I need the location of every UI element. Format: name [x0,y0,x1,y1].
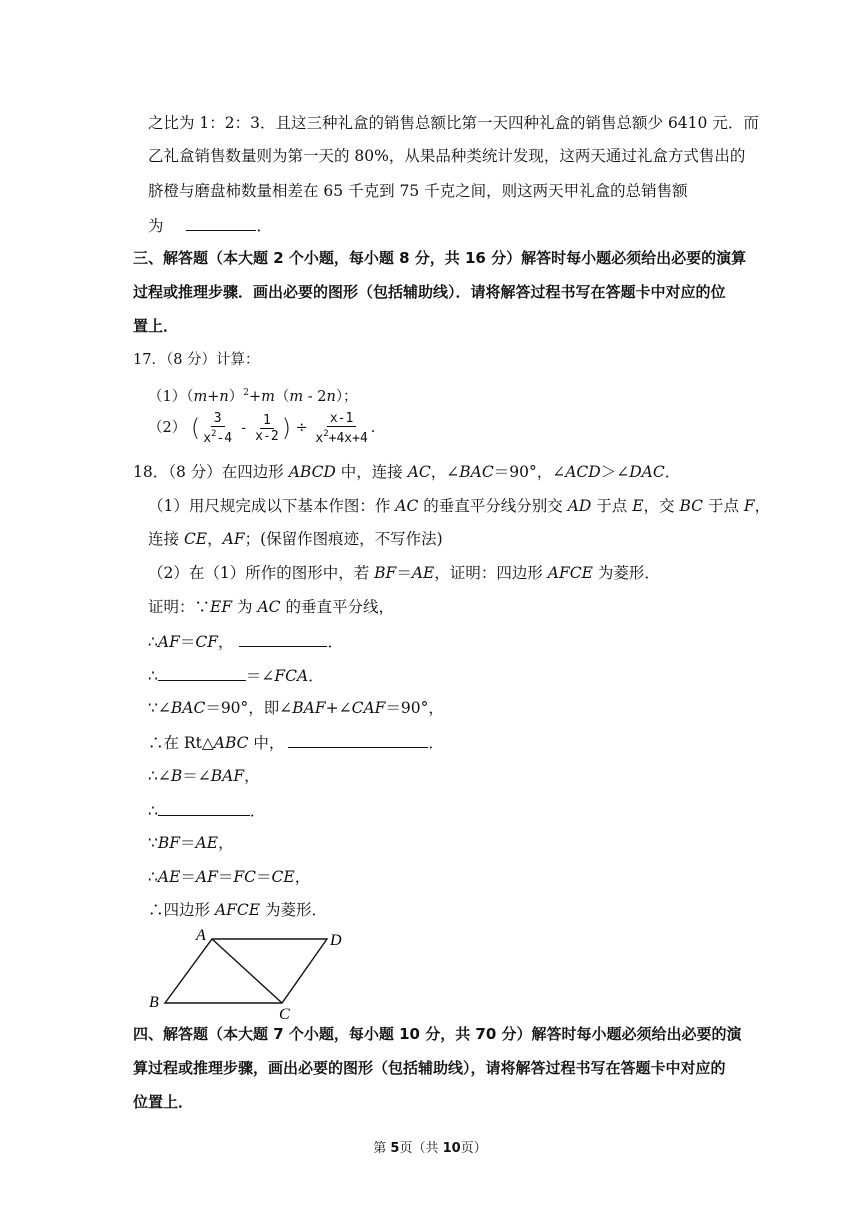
text: ． [664,463,681,481]
var: AF [195,868,218,886]
numerator: x-1 [327,411,356,427]
text: 为菱形． [592,564,660,582]
text: 连接 [148,530,184,548]
text: ， [754,497,771,515]
section-3-line-3: 置上． [133,317,179,335]
exponent: 2 [323,428,329,439]
text: （ [274,389,290,405]
text: ∴ [148,667,158,685]
text: （2） [148,420,187,436]
section-4-line-1: 四、解答题（本大题 7 个小题，每小题 10 分，共 70 分）解答时每小题必须给出必要的演 [133,1025,742,1043]
text: （1）用尺规完成以下基本作图：作 [148,497,396,515]
vertex-label-d: D [330,932,342,949]
text: + [207,389,220,405]
text: ＝90°，即∠ [205,699,293,717]
q18-step-2 [148,563,660,583]
var: ABCD [288,463,336,481]
var: CE [271,868,295,886]
var: n [326,389,336,405]
var: BF [157,834,181,852]
text: ， [294,868,311,886]
var: AFCE [214,901,261,919]
var: AD [567,497,592,515]
text: ， [207,530,223,548]
text: ∴在 Rt△ [148,734,214,752]
page-footer [0,1137,860,1156]
total-pages: 10 [442,1141,461,1156]
text: ，交 [643,497,680,515]
parallelogram-figure [140,922,360,1022]
var: AE [195,834,219,852]
section-4-line-2: 算过程或推理步骤，画出必要的图形（包括辅助线），请将解答过程书写在答题卡中对应的 [133,1059,726,1077]
text: -4 [216,430,233,446]
var: AC [257,598,281,616]
var: m [193,389,208,405]
proof-line-6 [148,766,260,786]
q16-line-4 [148,215,272,236]
var: ACD [565,463,601,481]
var: BAC [170,699,206,717]
proof-line-7 [148,800,265,821]
var: BC [679,497,704,515]
text: 的垂直平分线分别交 [418,497,568,515]
minus-sign: - [239,421,248,436]
text: ． [327,633,343,651]
var: BAF [210,767,245,785]
var: FC [233,868,256,886]
var: AF [157,633,180,651]
text: 中， [248,734,285,752]
text: 中，连接 [335,463,408,481]
text: ∴四边形 [148,901,215,919]
fraction-3 [312,411,370,446]
text: ）； [335,389,358,405]
q18-step-1 [148,496,770,516]
denominator: x-2 [255,428,279,444]
text: x [315,430,324,446]
text: ． [308,667,324,685]
divide-sign: ÷ [295,420,308,436]
section-3-line-1: 三、解答题（本大题 2 个小题，每小题 8 分，共 16 分）解答时每小题必须给出必要的演算 [133,249,747,267]
text: ． [428,734,444,752]
q18-header [133,462,680,482]
var: EF [210,598,233,616]
proof-line-2 [148,631,343,652]
text: 证明：∵ [148,598,211,616]
proof-line-5 [148,732,444,753]
text: ∴ [148,802,158,820]
var: BAF [292,699,326,717]
section-4-line-3: 位置上． [133,1093,194,1111]
text: ∵ [148,834,158,852]
text: . [370,420,376,436]
proof-line-3 [148,665,324,686]
exponent: 2 [243,388,249,398]
proof-blank-1[interactable] [239,631,327,647]
exponent: 2 [211,428,217,439]
var: m [289,389,304,405]
text: ， [218,834,234,852]
var: BAC [459,463,494,481]
var: AFCE [547,564,593,582]
q16-line-3: 脐橙与磨盘柿数量相差在 65 千克到 75 千克之间，则这两天甲礼盒的总销售额 [148,182,688,200]
proof-line-8 [148,833,234,853]
text: ） [228,389,244,405]
text: + [248,389,262,405]
denominator [200,427,235,446]
text: 第 [373,1141,391,1156]
text: （1）（ [148,389,194,405]
var: m [261,389,275,405]
var: FCA [274,667,309,685]
var: CAF [351,699,386,717]
q17-part-1 [148,383,358,407]
q16-line-2: 乙礼盒销售数量则为第一天的 80%，从果品种类统计发现，这两天通过礼盒方式售出的 [148,147,746,165]
text: ＝ [180,868,196,886]
numerator: 3 [211,411,225,427]
proof-line-1 [148,597,394,617]
diagonal-ac [212,939,282,1003]
proof-blank-2[interactable] [158,665,246,681]
text: +4x+4 [328,430,368,446]
var: AE [411,564,435,582]
var: AC [407,463,431,481]
text: ， [244,767,260,785]
section-3-line-2: 过程或推理步骤．画出必要的图形（包括辅助线）．请将解答过程书写在答题卡中对应的位 [133,283,726,301]
var: AC [395,497,419,515]
vertex-label-a: A [196,927,206,944]
text: （2）在（1）所作的图形中，若 [148,564,375,582]
proof-line-4 [148,698,444,718]
close-paren: ) [281,414,292,442]
text: ∴∠ [148,767,171,785]
text: ＞∠ [600,463,630,481]
text: ∴ [148,868,158,886]
text: 页（共 [399,1141,443,1156]
q16-line-1: 之比为 1：2：3．且这三种礼盒的销售总额比第一天四种礼盒的销售总额少 6410 元．而 [148,114,759,132]
var: CF [195,633,218,651]
var: F [743,497,755,515]
var: BF [374,564,397,582]
q16-line-4-text: 为 [148,217,164,235]
var: B [170,767,183,785]
text: 于点 [703,497,744,515]
var: AE [157,868,181,886]
text: ＝ [256,868,272,886]
q16-line-4-end: ． [256,217,272,235]
var: E [632,497,644,515]
text: - 2 [303,389,327,405]
text: 18．（8 分）在四边形 [133,463,289,481]
text: ＝90°，∠ [493,463,566,481]
text: 为菱形． [260,901,327,919]
text: 的垂直平分线， [280,598,394,616]
text: ＝ [180,834,196,852]
vertex-label-c: C [279,1006,290,1022]
text: ＝∠ [245,667,275,685]
var: ABC [213,734,249,752]
fraction-1 [200,411,235,446]
text: ∴ [148,633,158,651]
open-paren: ( [190,414,201,442]
proof-blank-4[interactable] [158,800,250,816]
text: 为 [232,598,258,616]
text: ＝ [217,868,234,886]
q17-header: 17．（8 分）计算： [133,352,260,368]
text: ，∠ [430,463,460,481]
var: CE [183,530,208,548]
text: ∵∠ [148,699,171,717]
text: ，证明：四边形 [434,564,548,582]
fraction-2 [252,413,281,444]
proof-line-10 [148,900,327,920]
proof-line-9 [148,867,310,887]
page-number: 5 [390,1141,400,1156]
text: ＝90°， [385,699,444,717]
q18-step-1-cont [148,529,443,549]
denominator [312,427,370,446]
answer-blank[interactable] [186,215,256,231]
text: x [203,430,212,446]
vertex-label-b: B [149,994,159,1011]
var: AF [222,530,245,548]
var: DAC [629,463,665,481]
text: ＝ [179,633,196,651]
proof-blank-3[interactable] [288,732,428,748]
numerator: 1 [260,413,274,429]
text: ＝∠ [182,767,211,785]
text: 于点 [591,497,633,515]
text: ． [249,802,266,820]
text: 页） [460,1141,487,1156]
text: ；(保留作图痕迹，不写作法) [244,530,443,548]
text: +∠ [325,699,352,717]
q17-part-2 [148,410,375,447]
var: n [219,389,229,405]
text: ＝ [396,564,412,582]
text: ， [217,633,234,651]
